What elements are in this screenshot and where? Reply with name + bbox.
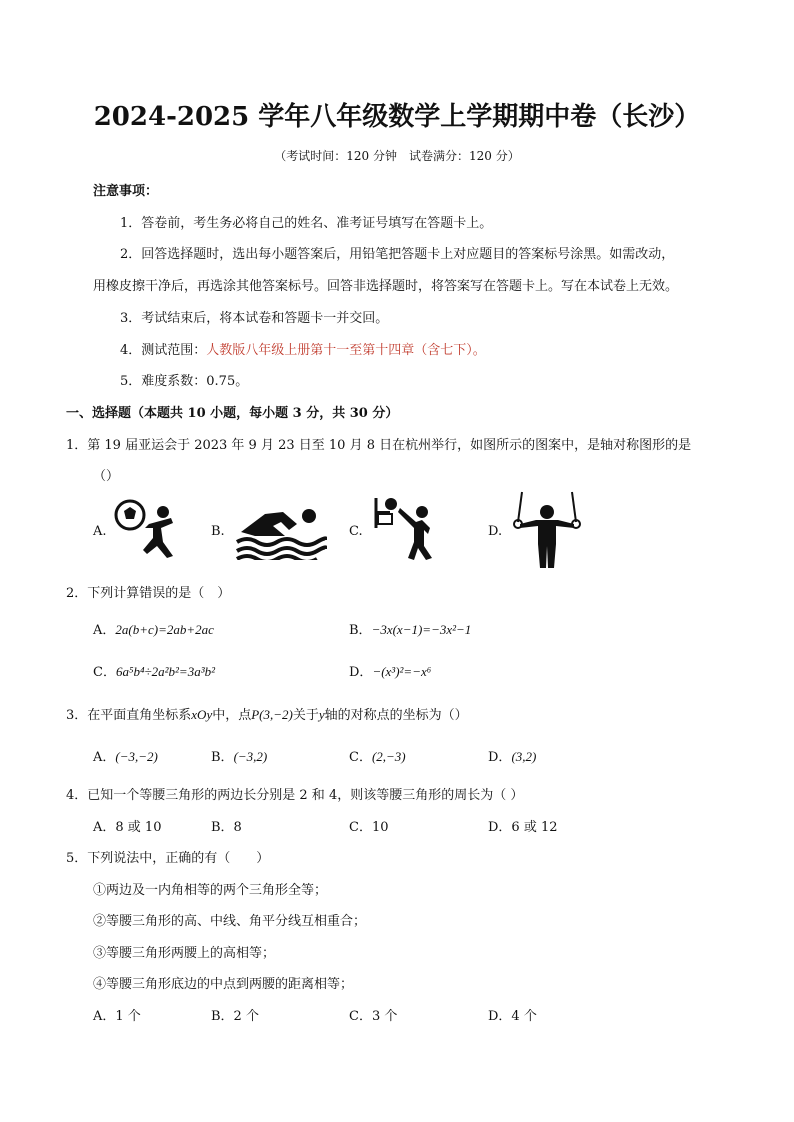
q1-stem-paren: （） <box>93 469 120 484</box>
q2-a-expr: 2a(b+c)=2ab+2ac <box>115 622 214 637</box>
q3-stem-a: 3．在平面直角坐标系 <box>66 708 192 723</box>
q3-option-d <box>488 746 536 765</box>
q4-option-a: A．8 或 10 <box>93 820 162 835</box>
note-3: 3．考试结束后，将本试卷和答题卡一并交回。 <box>120 311 389 326</box>
q2-b-label: B． <box>349 623 372 638</box>
section-1-heading: 一、选择题（本题共 10 小题，每小题 3 分，共 30 分） <box>66 406 399 421</box>
q3-c-label: C． <box>349 750 372 765</box>
q3-y: y <box>318 707 325 722</box>
note-5: 5．难度系数：0.75。 <box>120 374 249 389</box>
q5-statement-4: ④等腰三角形底边的中点到两腰的距离相等； <box>93 977 354 992</box>
notes-heading: 注意事项： <box>93 184 159 199</box>
swimmer-icon <box>235 502 327 560</box>
q2-b-expr: −3x(x−1)=−3x²−1 <box>371 622 472 637</box>
q2-d-label: D． <box>349 665 373 680</box>
note-2b: 用橡皮擦干净后，再选涂其他答案标号。回答非选择题时，将答案写在答题卡上。写在本试卷上无效。 <box>93 279 679 294</box>
q1-stem: 1．第 19 届亚运会于 2023 年 9 月 23 日至 10 月 8 日在杭州举行，如图所示的图案中，是轴对称图形的是 <box>66 438 692 453</box>
q1-option-b-label: B. <box>211 524 225 539</box>
q3-a-value: (−3,−2) <box>115 749 158 764</box>
note-1: 1．答卷前，考生务必将自己的姓名、准考证号填写在答题卡上。 <box>120 216 493 231</box>
q3-stem <box>66 704 468 723</box>
q3-b-label: B． <box>211 750 234 765</box>
note-4 <box>120 339 486 358</box>
q2-option-b <box>349 619 471 638</box>
rings-gymnast-icon <box>510 490 584 568</box>
exam-info: （考试时间：120 分钟 试卷满分：120 分） <box>274 149 520 163</box>
q3-option-c <box>349 746 406 765</box>
q3-stem-d: 轴的对称点的坐标为（） <box>324 708 468 723</box>
q5-statement-3: ③等腰三角形两腰上的高相等； <box>93 946 276 961</box>
q3-b-value: (−3,2) <box>233 749 268 764</box>
basketball-player-icon <box>372 494 442 564</box>
q3-c-value: (2,−3) <box>371 749 406 764</box>
q2-a-label: A． <box>93 623 116 638</box>
q2-c-label: C． <box>93 665 116 680</box>
q4-option-d: D．6 或 12 <box>488 820 558 835</box>
q4-stem: 4．已知一个等腰三角形的两边长分别是 2 和 4，则该等腰三角形的周长为（ ） <box>66 788 524 803</box>
q2-d-expr: −(x³)²=−x⁶ <box>372 664 432 679</box>
q3-point-p: P(3,−2) <box>251 707 293 722</box>
q2-option-d <box>349 661 431 680</box>
note-4-range: 人教版八年级上册第十一至第十四章（含七下）。 <box>206 343 486 358</box>
q3-stem-b: 中，点 <box>212 708 252 723</box>
q3-option-b <box>211 746 267 765</box>
q1-option-d-label: D. <box>488 524 503 539</box>
page-title: 2024-2025 学年八年级数学上学期期中卷（长沙） <box>93 102 701 132</box>
q2-option-c <box>93 661 215 680</box>
football-player-icon <box>113 498 183 560</box>
q2-c-expr: 6a⁵b⁴÷2a²b²=3a³b² <box>115 664 215 679</box>
q5-option-c: C．3 个 <box>349 1009 398 1024</box>
q2-option-a <box>93 619 214 638</box>
q3-stem-c: 关于 <box>292 708 319 723</box>
note-2a: 2．回答选择题时，选出每小题答案后，用铅笔把答题卡上对应题目的答案标号涂黑。如需改动， <box>120 247 675 262</box>
q1-option-c-label: C. <box>349 524 363 539</box>
q5-option-b: B．2 个 <box>211 1009 259 1024</box>
q5-statement-1: ①两边及一内角相等的两个三角形全等； <box>93 883 328 898</box>
q4-option-b: B．8 <box>211 820 242 835</box>
q3-xoy: xOy <box>191 707 213 722</box>
q5-statement-2: ②等腰三角形的高、中线、角平分线互相重合； <box>93 914 367 929</box>
q3-d-value: (3,2) <box>511 749 537 764</box>
q3-option-a <box>93 746 158 765</box>
q1-option-a-label: A. <box>93 524 107 539</box>
q5-option-d: D．4 个 <box>488 1009 537 1024</box>
q3-a-label: A． <box>93 750 116 765</box>
q2-stem: 2．下列计算错误的是（ ） <box>66 586 231 601</box>
q4-option-c: C．10 <box>349 820 389 835</box>
q5-stem: 5．下列说法中，正确的有（ ） <box>66 851 270 866</box>
q5-option-a: A．1 个 <box>93 1009 141 1024</box>
note-4-prefix: 4．测试范围： <box>120 343 207 358</box>
q3-d-label: D． <box>488 750 512 765</box>
